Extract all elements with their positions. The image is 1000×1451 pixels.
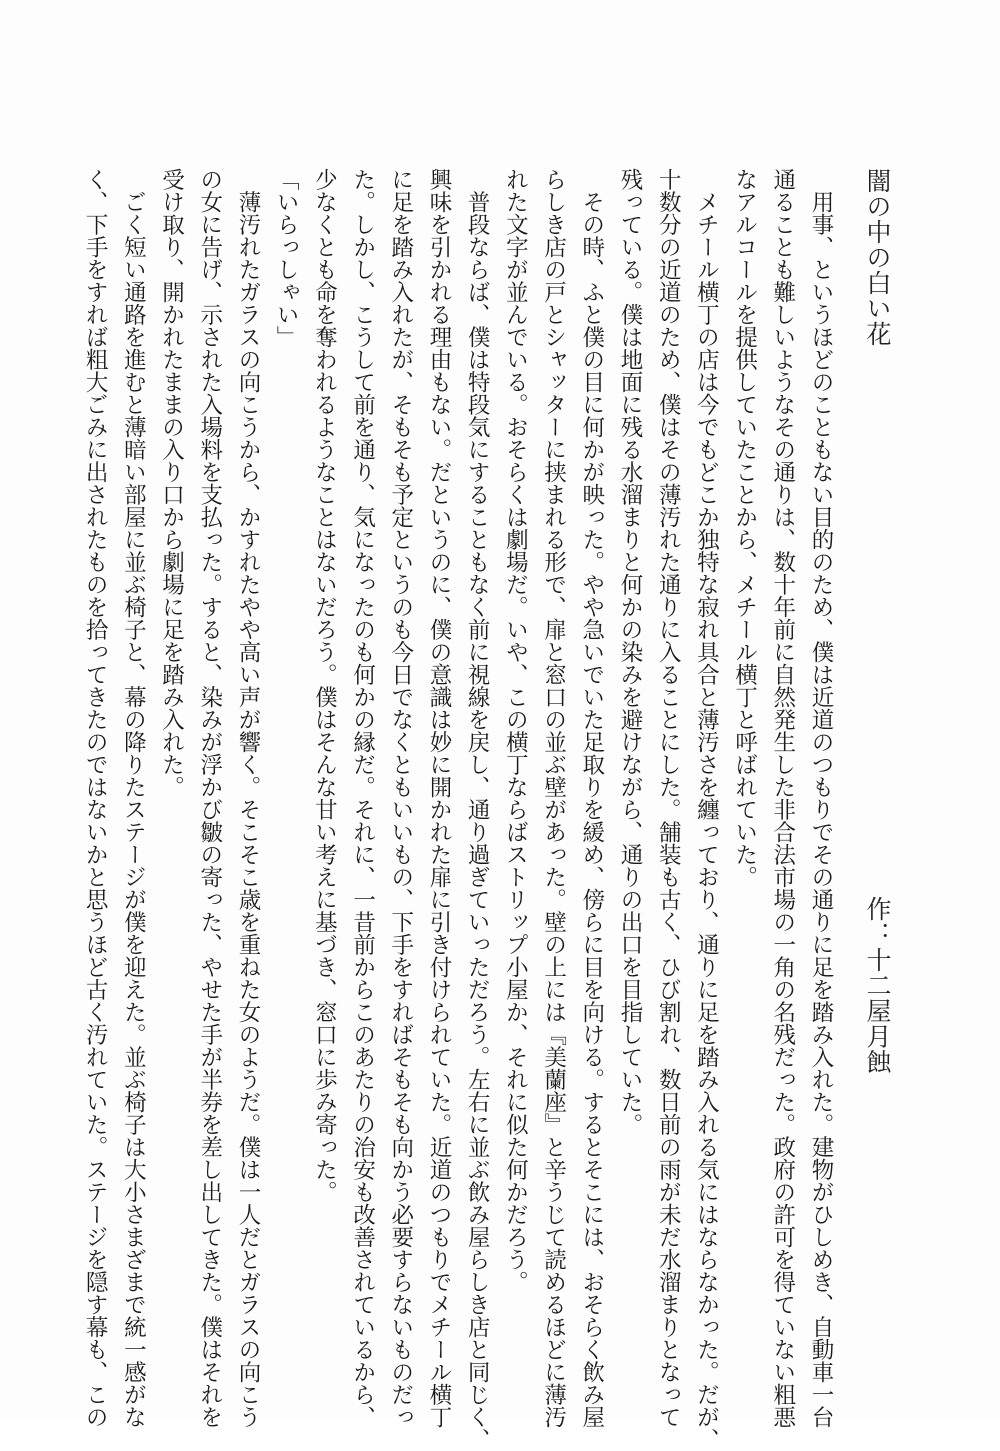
- text-line: 用事、というほどのこともない目的のため、僕は近道のつもりでその通りに足を踏み入れた。建物がひしめき、自動車一台: [808, 168, 834, 1428]
- story-body: [76, 168, 840, 1451]
- text-line: 残っている。僕は地面に残る水溜まりと何かの染みを避けながら、通りの出口を目指していた。: [616, 168, 643, 1136]
- text-line: 普段ならば、僕は特段気にすることもなく前に視線を戻し、通り過ぎていっただろう。左右に並ぶ飲み屋らしき店と同じく、: [464, 168, 491, 1451]
- text-line: 通ることも難しいようなその通りは、数十年前に自然発生した非合法市場の一角の名残だった。政府の許可を得ていない粗悪: [769, 168, 796, 1428]
- text-line: た。しかし、こうして前を通り、気になったのも何かの縁だ。それに、一昔前からこのあたりの治安も改善されているから、: [349, 168, 376, 1428]
- text-line: 少なくとも命を奪われるようなことはないだろう。僕はそんな甘い考えに基づき、窓口に歩み寄った。: [311, 168, 338, 1203]
- author-credit: 作：十二屋月蝕: [863, 895, 892, 1074]
- text-line: 十数分の近道のため、僕はその薄汚れた通りに入ることにした。舗装も古く、ひび割れ、数日前の雨が未だ水溜まりとなって: [655, 168, 682, 1428]
- text-line: 薄汚れたガラスの向こうから、かすれたやや高い声が響く。そこそこ歳を重ねた女のようだ。僕は一人だとガラスの向こう: [234, 168, 261, 1428]
- text-line: らしき店の戸とシャッターに挟まれる形で、扉と窓口の並ぶ壁があった。壁の上には『美蘭座』と辛うじて読めるほどに薄汚: [540, 168, 567, 1428]
- text-line: ごく短い通路を進むと薄暗い部屋に並ぶ椅子と、幕の降りたステージが僕を迎えた。並ぶ椅子は大小さまざまで統一感がな: [120, 168, 147, 1428]
- text-line: れた文字が並んでいる。おそらくは劇場だ。いや、この横丁ならばストリップ小屋か、それに似た何かだろう。: [502, 168, 529, 1293]
- text-line: く、下手をすれば粗大ごみに出されたものを拾ってきたのではないかと思うほど古く汚れていた。ステージを隠す幕も、この: [82, 168, 109, 1428]
- text-line: 興味を引かれる理由もない。だというのに、僕の意識は妙に開かれた扉に引き付けられていた。近道のつもりでメチール横丁: [425, 168, 452, 1428]
- text-line: なアルコールを提供していたことから、メチール横丁と呼ばれていた。: [731, 168, 758, 888]
- text-line: その時、ふと僕の目に何かが映った。やや急いでいた足取りを緩め、傍らに目を向ける。するとそこには、おそらく飲み屋: [578, 168, 605, 1428]
- story-title: 闇の中の白い花: [863, 168, 892, 347]
- text-line: に足を踏み入れたが、そもそも予定というのも今日でなくともいいもの、下手をすればそもそも向かう必要すらないものだっ: [387, 168, 414, 1428]
- text-line: 「いらっしゃい」: [273, 168, 300, 348]
- text-line: メチール横丁の店は今でもどこか独特な寂れ具合と薄汚さを纏っており、通りに足を踏み入れる気にはならなかった。だが、: [693, 168, 720, 1451]
- text-line: の女に告げ、示された入場料を支払った。すると、染みが浮かび皺の寄った、やせた手が半券を差し出してきた。僕はそれを: [196, 168, 223, 1428]
- text-line: 受け取り、開かれたままの入り口から劇場に足を踏み入れた。: [158, 168, 185, 798]
